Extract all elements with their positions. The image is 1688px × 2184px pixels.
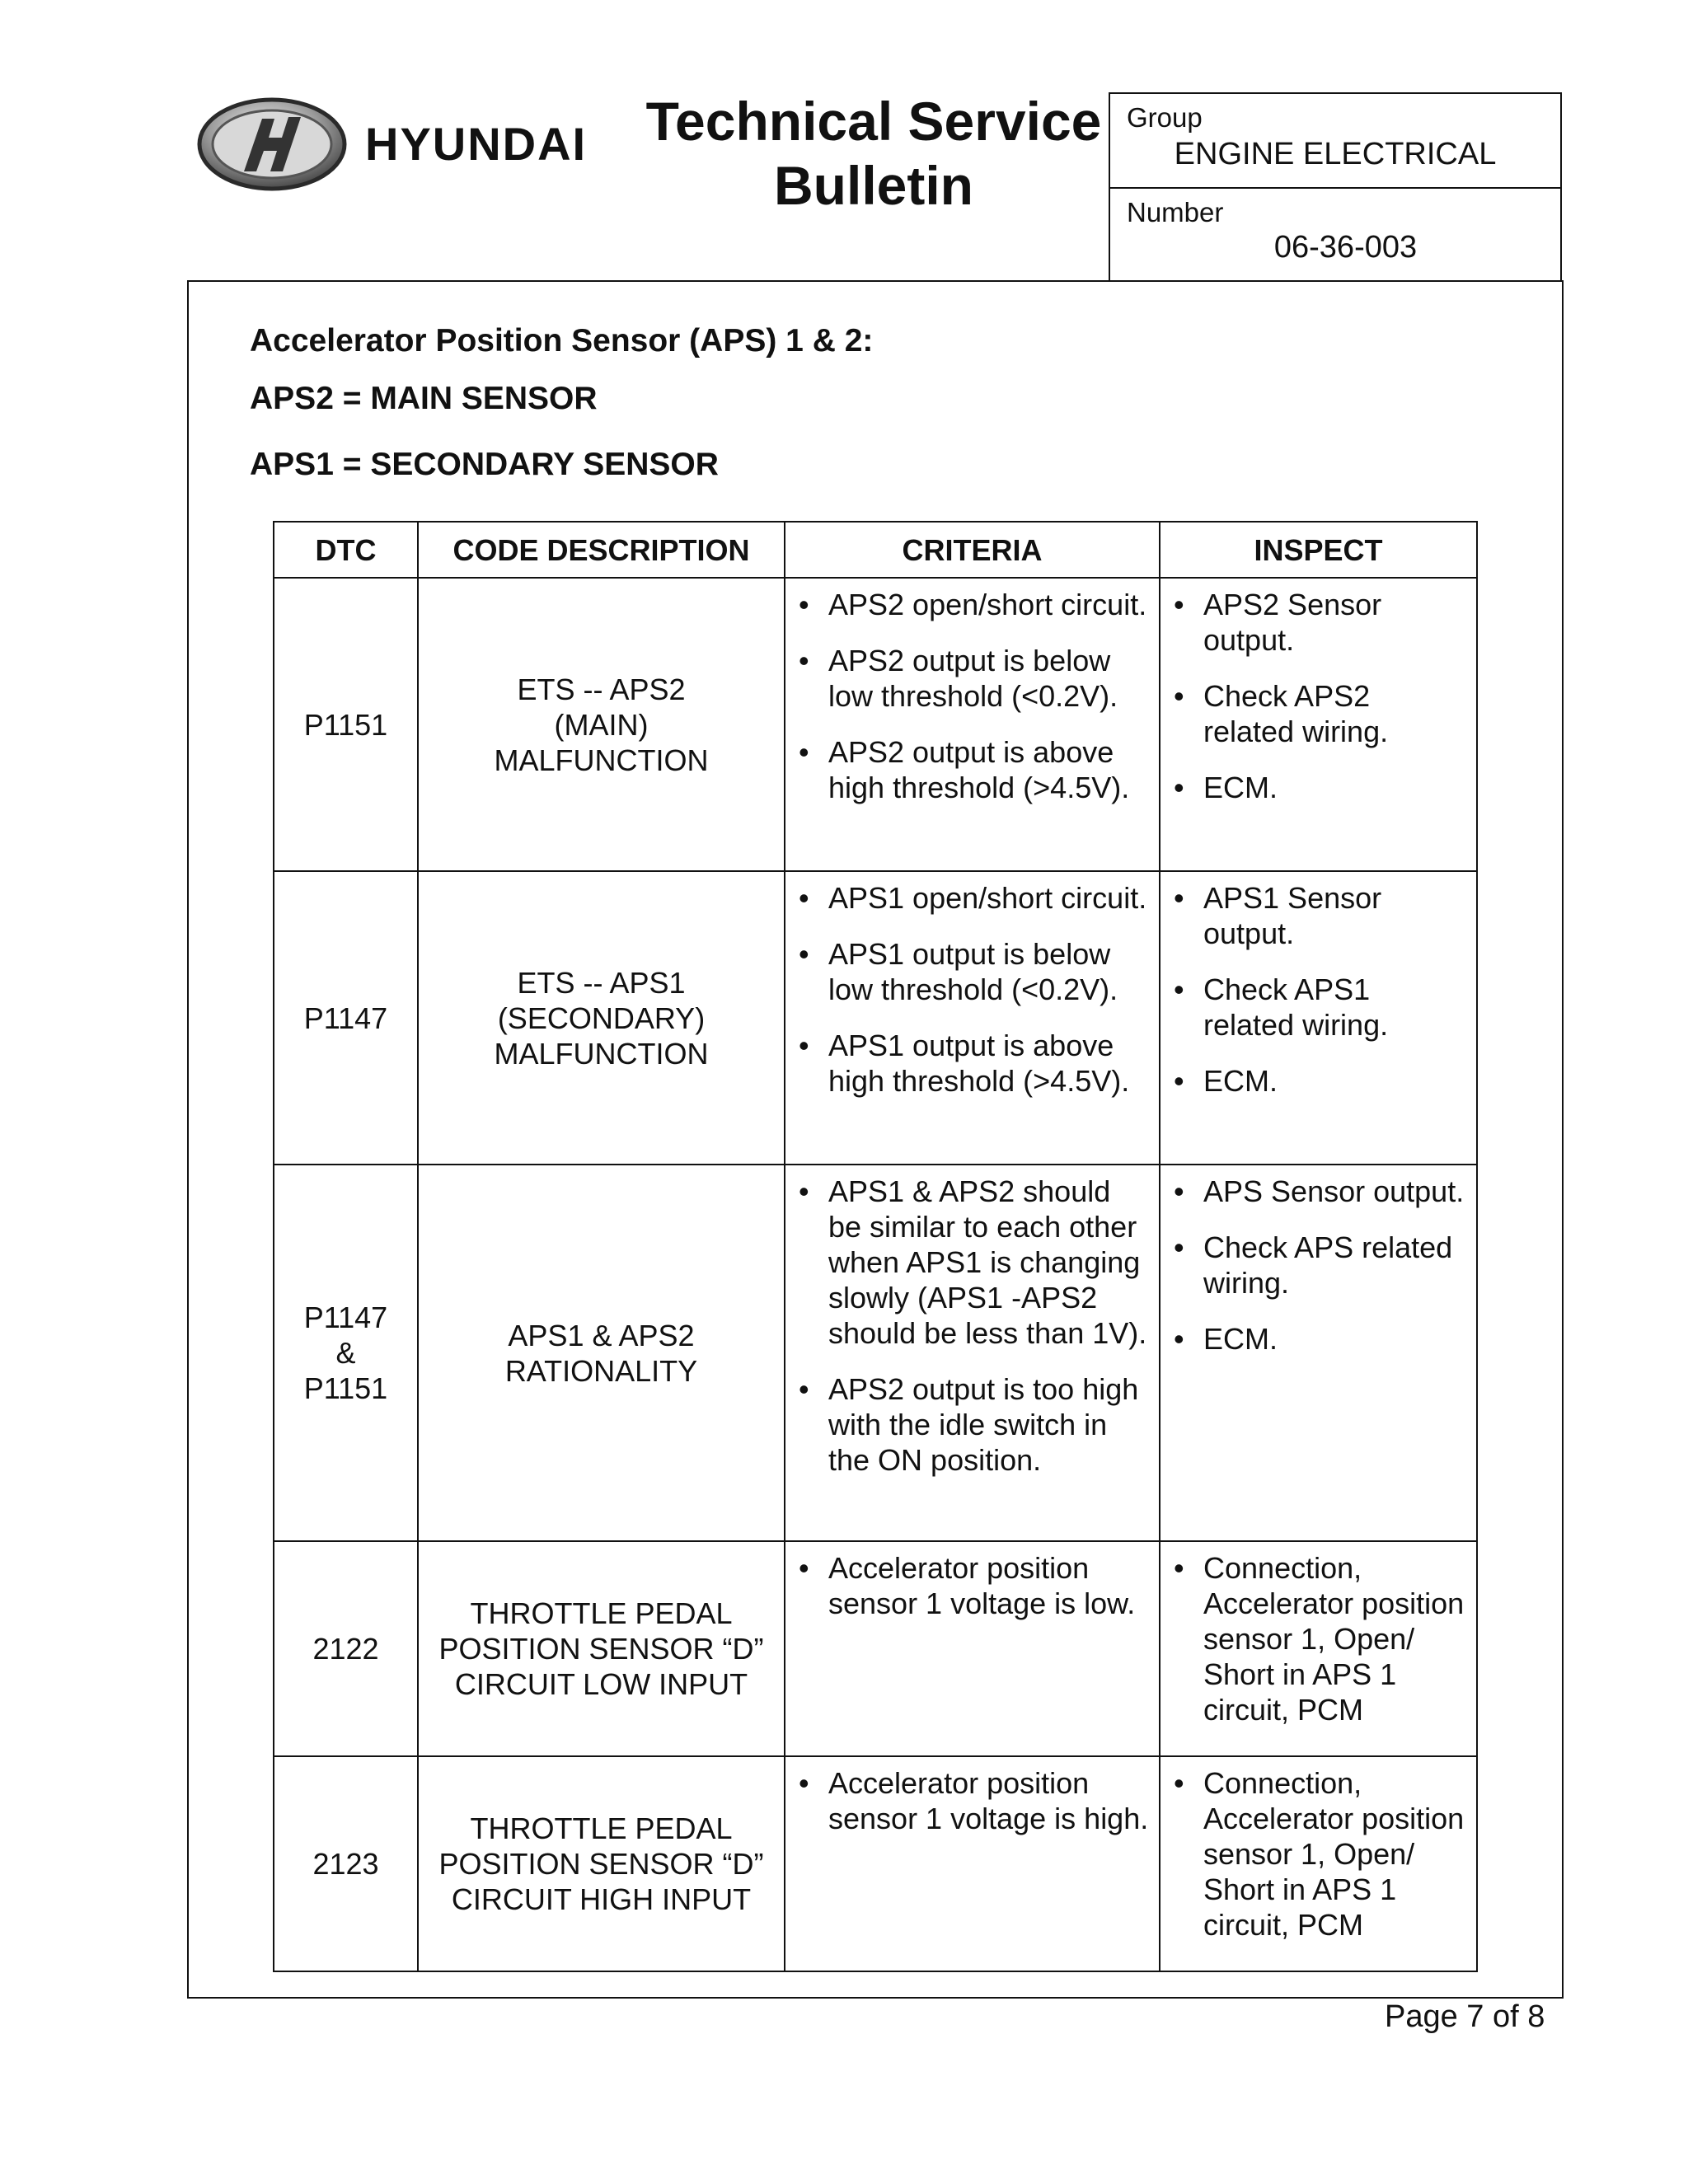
inspect-text: Check APS2 related wiring. bbox=[1203, 679, 1389, 748]
brand-wordmark: HYUNDAI bbox=[365, 118, 588, 170]
table-row bbox=[274, 871, 1477, 1165]
criteria-item bbox=[799, 936, 1149, 1007]
bullet-icon: • bbox=[799, 644, 809, 677]
criteria-cell bbox=[785, 578, 1160, 871]
inspect-cell bbox=[1160, 1165, 1477, 1541]
description-line: APS1 & APS2 bbox=[508, 1318, 695, 1352]
inspect-text: Connection, Accelerator position sensor 1, Open/ Short in APS 1 circuit, PCM bbox=[1203, 1766, 1465, 1942]
dtc-cell bbox=[274, 1541, 418, 1756]
criteria-item bbox=[799, 1174, 1149, 1351]
inspect-item bbox=[1174, 770, 1466, 805]
bullet-icon: • bbox=[799, 1029, 809, 1062]
inspect-text: Connection, Accelerator position sensor 1, Open/ Short in APS 1 circuit, PCM bbox=[1203, 1551, 1465, 1727]
inspect-item bbox=[1174, 1063, 1466, 1099]
description-line: POSITION SENSOR “D” bbox=[438, 1847, 764, 1881]
criteria-item bbox=[799, 587, 1149, 622]
page-number: Page 7 of 8 bbox=[1385, 1999, 1545, 2034]
description-cell bbox=[418, 871, 785, 1165]
description-line: CIRCUIT LOW INPUT bbox=[454, 1667, 748, 1701]
number-value: 06-36-003 bbox=[1273, 230, 1418, 265]
table-row bbox=[274, 1165, 1477, 1541]
bullet-icon: • bbox=[1174, 1551, 1184, 1585]
description-cell bbox=[418, 1756, 785, 1971]
bulletin-title-line2: Bulletin bbox=[774, 155, 973, 216]
dtc-line: P1151 bbox=[303, 707, 388, 742]
criteria-text: APS2 open/short circuit. bbox=[828, 588, 1147, 621]
criteria-text: APS1 open/short circuit. bbox=[828, 881, 1147, 915]
inspect-text: ECM. bbox=[1203, 1064, 1278, 1098]
dtc-line: P1147 bbox=[303, 1001, 388, 1035]
criteria-item bbox=[799, 1028, 1149, 1099]
criteria-text: APS2 output is below low threshold (<0.2V). bbox=[828, 644, 1118, 713]
description-line: MALFUNCTION bbox=[494, 1036, 709, 1071]
inspect-cell bbox=[1160, 871, 1477, 1165]
column-header-description: CODE DESCRIPTION bbox=[418, 522, 785, 578]
bullet-icon: • bbox=[1174, 1230, 1184, 1264]
bullet-icon: • bbox=[799, 1372, 809, 1406]
criteria-text: APS2 output is too high with the idle switch in the ON position. bbox=[828, 1372, 1139, 1477]
bullet-icon: • bbox=[799, 1766, 809, 1800]
dtc-line: 2122 bbox=[312, 1632, 379, 1666]
hyundai-logo bbox=[196, 92, 625, 199]
inspect-text: APS1 Sensor output. bbox=[1203, 881, 1382, 950]
dtc-cell bbox=[274, 871, 418, 1165]
inspect-item bbox=[1174, 880, 1466, 951]
criteria-cell bbox=[785, 1756, 1160, 1971]
inspect-cell bbox=[1160, 578, 1477, 871]
criteria-item bbox=[799, 1371, 1149, 1478]
group-value: ENGINE ELECTRICAL bbox=[1174, 137, 1497, 171]
description-line: (MAIN) bbox=[554, 707, 649, 742]
criteria-cell bbox=[785, 1541, 1160, 1756]
column-header-dtc: DTC bbox=[274, 522, 418, 578]
criteria-text: APS1 output is below low threshold (<0.2V). bbox=[828, 937, 1118, 1006]
dtc-cell bbox=[274, 578, 418, 871]
criteria-text: Accelerator position sensor 1 voltage is low. bbox=[828, 1551, 1136, 1620]
inspect-text: ECM. bbox=[1203, 1322, 1278, 1356]
bulletin-title-line1: Technical Service bbox=[645, 91, 1102, 152]
number-row bbox=[1110, 187, 1560, 280]
description-cell bbox=[418, 1541, 785, 1756]
description-line: MALFUNCTION bbox=[494, 743, 709, 777]
bulletin-info-box bbox=[1109, 92, 1562, 282]
bullet-icon: • bbox=[1174, 1174, 1184, 1208]
table-header-row bbox=[274, 522, 1477, 578]
description-line: ETS -- APS2 bbox=[517, 672, 686, 706]
dtc-cell bbox=[274, 1165, 418, 1541]
description-line: CIRCUIT HIGH INPUT bbox=[451, 1882, 752, 1916]
bullet-icon: • bbox=[1174, 771, 1184, 804]
description-line: THROTTLE PEDAL bbox=[470, 1811, 733, 1845]
inspect-text: Check APS related wiring. bbox=[1203, 1230, 1453, 1300]
main-sensor-heading: APS2 = MAIN SENSOR bbox=[250, 381, 598, 416]
dtc-line: P1151 bbox=[303, 1371, 388, 1405]
criteria-item bbox=[799, 1765, 1149, 1836]
criteria-item bbox=[799, 880, 1149, 916]
description-cell bbox=[418, 578, 785, 871]
inspect-item bbox=[1174, 1230, 1466, 1301]
bulletin-title bbox=[635, 89, 1113, 218]
description-line: ETS -- APS1 bbox=[517, 965, 686, 1000]
description-line: (SECONDARY) bbox=[497, 1001, 706, 1035]
criteria-item bbox=[799, 1550, 1149, 1621]
number-label: Number bbox=[1127, 197, 1224, 227]
inspect-text: Check APS1 related wiring. bbox=[1203, 972, 1389, 1042]
criteria-text: APS2 output is above high threshold (>4.5V). bbox=[828, 735, 1130, 804]
table-row bbox=[274, 1541, 1477, 1756]
dtc-table bbox=[273, 521, 1478, 1972]
column-header-criteria: CRITERIA bbox=[785, 522, 1160, 578]
group-row bbox=[1110, 94, 1560, 187]
inspect-item bbox=[1174, 1174, 1466, 1209]
inspect-text: APS2 Sensor output. bbox=[1203, 588, 1382, 657]
table-row bbox=[274, 1756, 1477, 1971]
description-cell bbox=[418, 1165, 785, 1541]
secondary-sensor-heading: APS1 = SECONDARY SENSOR bbox=[250, 447, 719, 482]
dtc-cell bbox=[274, 1756, 418, 1971]
bullet-icon: • bbox=[799, 937, 809, 971]
inspect-item bbox=[1174, 1765, 1466, 1943]
criteria-cell bbox=[785, 1165, 1160, 1541]
group-label: Group bbox=[1127, 102, 1203, 133]
section-heading: Accelerator Position Sensor (APS) 1 & 2: bbox=[250, 323, 874, 359]
inspect-item bbox=[1174, 678, 1466, 749]
inspect-cell bbox=[1160, 1541, 1477, 1756]
inspect-item bbox=[1174, 587, 1466, 658]
inspect-text: ECM. bbox=[1203, 771, 1278, 804]
dtc-line: P1147 bbox=[303, 1301, 388, 1334]
bullet-icon: • bbox=[799, 735, 809, 769]
inspect-text: APS Sensor output. bbox=[1203, 1174, 1465, 1208]
description-line: RATIONALITY bbox=[504, 1353, 698, 1388]
bullet-icon: • bbox=[1174, 1766, 1184, 1800]
bullet-icon: • bbox=[1174, 972, 1184, 1006]
criteria-item bbox=[799, 734, 1149, 805]
dtc-line: 2123 bbox=[312, 1847, 379, 1881]
bullet-icon: • bbox=[1174, 1064, 1184, 1098]
description-line: THROTTLE PEDAL bbox=[470, 1596, 733, 1630]
inspect-item bbox=[1174, 972, 1466, 1043]
description-line: POSITION SENSOR “D” bbox=[438, 1632, 764, 1666]
bullet-icon: • bbox=[1174, 588, 1184, 621]
inspect-item bbox=[1174, 1550, 1466, 1727]
criteria-text: APS1 output is above high threshold (>4.5V). bbox=[828, 1029, 1130, 1098]
bullet-icon: • bbox=[799, 1174, 809, 1208]
column-header-inspect: INSPECT bbox=[1160, 522, 1477, 578]
dtc-line: & bbox=[335, 1336, 356, 1370]
table-row bbox=[274, 578, 1477, 871]
bullet-icon: • bbox=[1174, 1322, 1184, 1356]
criteria-text: Accelerator position sensor 1 voltage is high. bbox=[828, 1766, 1149, 1835]
bullet-icon: • bbox=[1174, 679, 1184, 713]
criteria-text: APS1 & APS2 should be similar to each other when APS1 is changing slowly (APS1 -APS2 should be less than 1V). bbox=[828, 1174, 1147, 1350]
criteria-cell bbox=[785, 871, 1160, 1165]
bullet-icon: • bbox=[799, 588, 809, 621]
inspect-item bbox=[1174, 1321, 1466, 1357]
bullet-icon: • bbox=[799, 1551, 809, 1585]
bullet-icon: • bbox=[1174, 881, 1184, 915]
bullet-icon: • bbox=[799, 881, 809, 915]
inspect-cell bbox=[1160, 1756, 1477, 1971]
criteria-item bbox=[799, 643, 1149, 714]
